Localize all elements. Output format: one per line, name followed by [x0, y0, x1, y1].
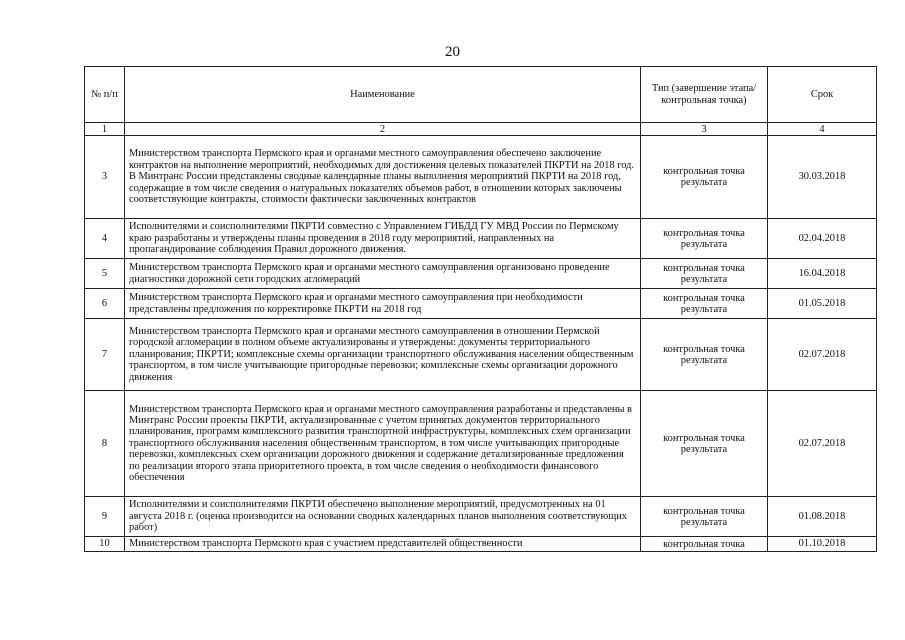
- row-num: 4: [85, 219, 125, 259]
- table-row: [85, 537, 877, 552]
- row-num: 9: [85, 497, 125, 537]
- row-type: контрольная точка результата: [641, 497, 768, 537]
- row-term: 01.08.2018: [768, 497, 877, 537]
- table-row: [85, 259, 877, 289]
- row-term: 01.10.2018: [768, 537, 877, 552]
- row-name: Министерством транспорта Пермского края и органами местного самоуправления обеспечено заключение контрактов на выполнение мероприятий, необходимых для достижения целевых показателей ПКРТИ на 2018 год. В Минтранс России представлены сводные календарные планы выполнения мероприятий ПКРТИ на 2018 год, содержащие в том числе сведения о натуральных показателях объемов работ, в отношении которых заключены соответствующие контракты, стоимости фактически заключенных контрактов: [125, 136, 641, 219]
- table-row: [85, 319, 877, 391]
- page-number: 20: [445, 44, 460, 60]
- row-term: 30.03.2018: [768, 136, 877, 219]
- row-name: Министерством транспорта Пермского края и органами местного самоуправления организовано проведение диагностики дорожной сети городских агломераций: [125, 259, 641, 289]
- column-number-row: [85, 123, 877, 136]
- row-type: контрольная точка результата: [641, 391, 768, 497]
- table-row: [85, 289, 877, 319]
- row-type: контрольная точка результата: [641, 289, 768, 319]
- row-num: 8: [85, 391, 125, 497]
- table-row: [85, 136, 877, 219]
- row-name: Министерством транспорта Пермского края с участием представителей общественности: [125, 537, 641, 552]
- column-number: 4: [768, 123, 877, 136]
- row-num: 5: [85, 259, 125, 289]
- header-name: Наименование: [125, 67, 641, 123]
- row-name: Исполнителями и соисполнителями ПКРТИ обеспечено выполнение мероприятий, предусмотренных на 01 августа 2018 г. (оценка производится на основании сводных календарных планов выполнения соответствующих работ): [125, 497, 641, 537]
- header-term: Срок: [768, 67, 877, 123]
- column-number: 3: [641, 123, 768, 136]
- row-name: Министерством транспорта Пермского края и органами местного самоуправления разработаны и представлены в Минтранс России проекты ПКРТИ, актуализированные с учетом принятых документов территориального планирования, программ комплексного развития транспортной инфраструктуры, комплексных схем организации транспортного обслуживания населения общественным транспортом, в том числе учитывающих пригородные перевозки, комплексных схем организации дорожного движения и содержание детализированные предложения по реализации второго этапа приоритетного проекта, в том числе сведения о необходимости финансового обеспечения: [125, 391, 641, 497]
- header-type: Тип (завершение этапа/контрольная точка): [641, 67, 768, 123]
- row-num: 3: [85, 136, 125, 219]
- row-term: 02.07.2018: [768, 391, 877, 497]
- row-num: 6: [85, 289, 125, 319]
- row-term: 02.07.2018: [768, 319, 877, 391]
- table-row: [85, 219, 877, 259]
- row-name: Министерством транспорта Пермского края и органами местного самоуправления при необходимости представлены предложения по корректировке ПКРТИ на 2018 год: [125, 289, 641, 319]
- row-type: контрольная точка результата: [641, 259, 768, 289]
- table-row: [85, 391, 877, 497]
- table-row: [85, 497, 877, 537]
- row-num: 7: [85, 319, 125, 391]
- row-type: контрольная точка результата: [641, 136, 768, 219]
- row-term: 16.04.2018: [768, 259, 877, 289]
- row-type: контрольная точка результата: [641, 219, 768, 259]
- row-type: контрольная точка результата: [641, 319, 768, 391]
- row-name: Министерством транспорта Пермского края и органами местного самоуправления в отношении Пермской городской агломерации в полном объеме актуализированы и утверждены: документы территориального планирования; ПКРТИ; комплексные схемы организации транспортного обслуживания населения общественным транспортом, в том числе учитывающие пригородные перевозки; комплексные схемы организации дорожного движения: [125, 319, 641, 391]
- row-term: 01.05.2018: [768, 289, 877, 319]
- column-number: 1: [85, 123, 125, 136]
- row-num: 10: [85, 537, 125, 552]
- header-num: № п/п: [85, 67, 125, 123]
- column-number: 2: [125, 123, 641, 136]
- table-header-row: [85, 67, 877, 123]
- milestones-table: [84, 66, 877, 552]
- row-term: 02.04.2018: [768, 219, 877, 259]
- row-name: Исполнителями и соисполнителями ПКРТИ совместно с Управлением ГИБДД ГУ МВД России по Пермскому краю разработаны и утверждены планы проведения в 2018 году мероприятий, направленных на пропагандирование соблюдения Правил дорожного движения.: [125, 219, 641, 259]
- row-type: контрольная точка: [641, 537, 768, 552]
